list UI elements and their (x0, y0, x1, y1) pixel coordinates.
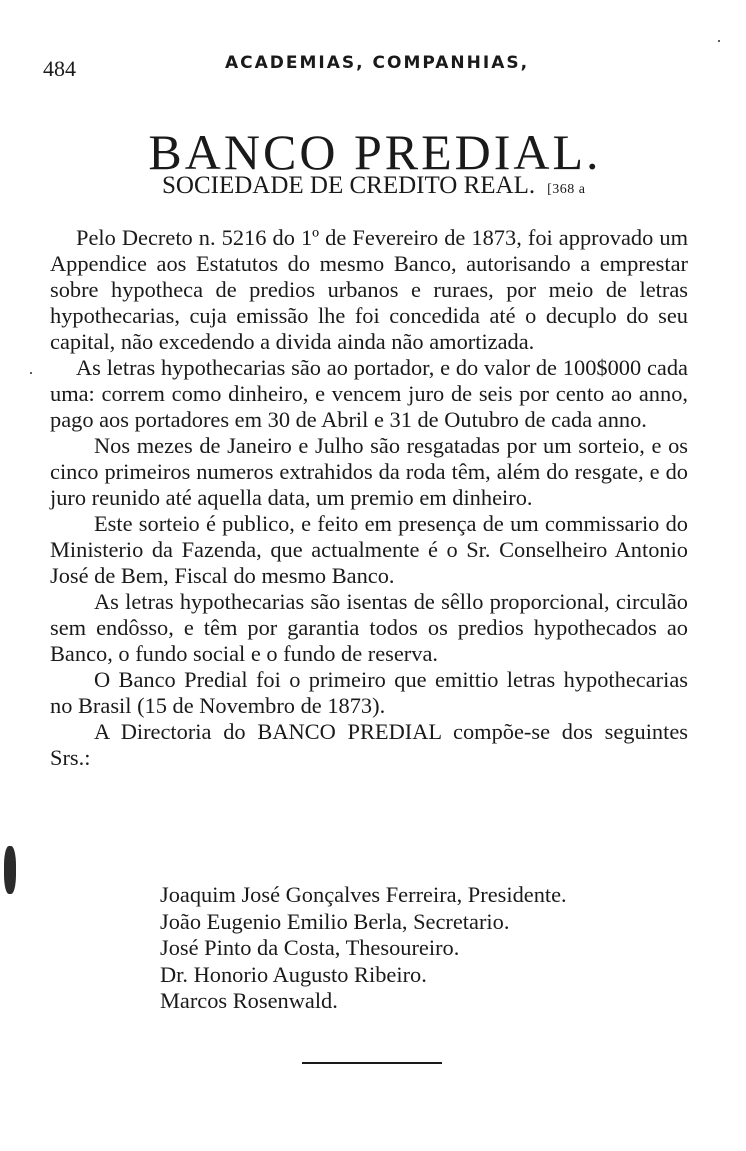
scan-speck (30, 372, 32, 374)
list-item: José Pinto da Costa, Thesoureiro. (160, 935, 460, 960)
paragraph-draw: Nos mezes de Janeiro e Julho são resgatadas por um sorteio, e os cinco primeiros numeros extrahidos da roda têm, além do resgate, e do juro reunido até aquella data, um premio em dinheiro. (50, 433, 688, 510)
section-subtitle (162, 172, 586, 200)
directors-list (160, 882, 567, 1015)
scan-speck (718, 40, 720, 42)
subtitle-text: SOCIEDADE DE CREDITO REAL. (162, 172, 536, 199)
paragraph-public-draw: Este sorteio é publico, e feito em presença de um commissario do Ministerio da Fazenda, que actualmente é o Sr. Conselheiro Antonio José de Bem, Fiscal do mesmo Banco. (50, 511, 688, 588)
paragraph-directors-intro: A Directoria do BANCO PREDIAL compõe-se dos seguintes Srs.: (50, 719, 688, 770)
paragraph-decree: Pelo Decreto n. 5216 do 1º de Fevereiro de 1873, foi approvado um Appendice aos Estatutos do mesmo Banco, autorisando a emprestar sobre hypotheca de predios urbanos e ruraes, por meio de letras hypothecarias, cuja emissão lhe foi concedida até o decuplo do seu capital, não excedendo a divida ainda não amortizada. (50, 225, 688, 354)
page-number: 484 (43, 56, 76, 81)
end-rule-divider (302, 1062, 442, 1064)
running-head: ACADEMIAS, COMPANHIAS, (225, 53, 530, 73)
paragraph-first-bank: O Banco Predial foi o primeiro que emittio letras hypothecarias no Brasil (15 de Novembro de 1873). (50, 667, 688, 718)
list-item: Joaquim José Gonçalves Ferreira, Presidente. (160, 882, 567, 907)
paragraph-bonds: As letras hypothecarias são ao portador, e do valor de 100$000 cada uma: correm como dinheiro, e vencem juro de seis por cento ao anno, pago aos portadores em 30 de Abril e 31 de Outubro de cada anno. (50, 355, 688, 432)
list-item: João Eugenio Emilio Berla, Secretario. (160, 908, 510, 934)
list-item: Dr. Honorio Augusto Ribeiro. (160, 961, 427, 987)
paragraph-exemption: As letras hypothecarias são isentas de sêllo proporcional, circulão sem endôsso, e têm por garantia todos os predios hypothecados ao Banco, o fundo social e o fundo de reserva. (50, 589, 688, 666)
page-title: BANCO PREDIAL. (148, 123, 602, 180)
list-item: Marcos Rosenwald. (160, 988, 338, 1013)
scan-speck (4, 846, 16, 894)
body-text (50, 225, 688, 771)
subtitle-reference: [368 a (547, 182, 586, 197)
